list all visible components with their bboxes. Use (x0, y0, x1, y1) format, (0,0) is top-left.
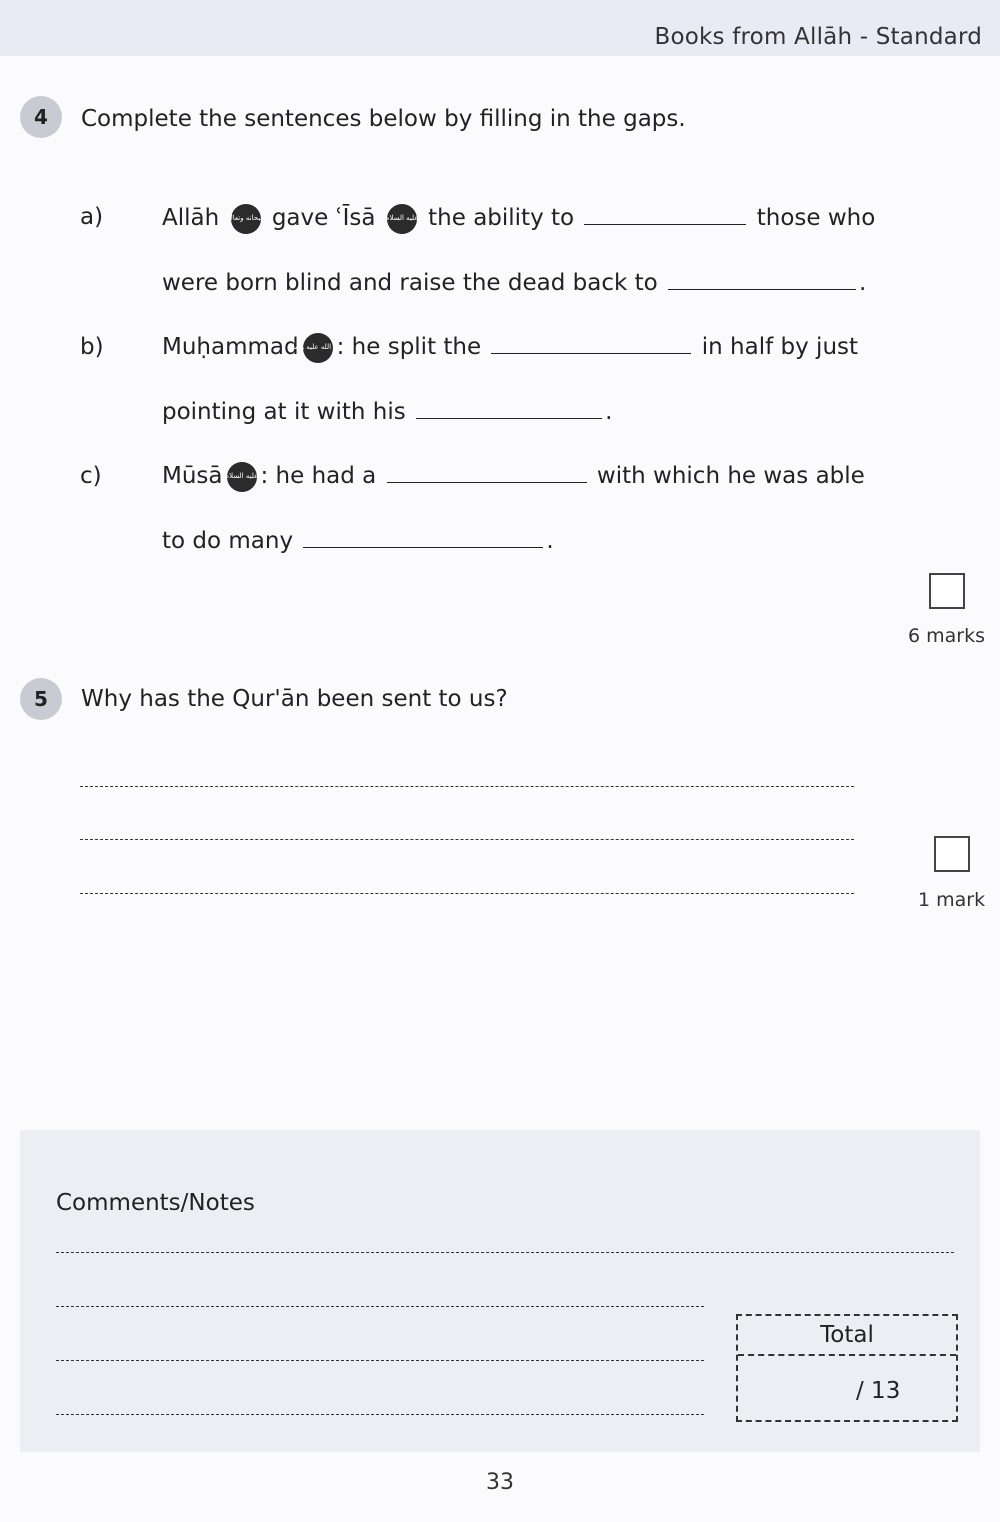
q4-a-end: . (859, 270, 867, 296)
q4-a-text-2: gave ʿĪsā (271, 205, 376, 231)
notes-line-2[interactable] (56, 1306, 704, 1307)
q4-part-a-line1 (162, 202, 875, 234)
page-header-title: Books from Allāh - Standard (654, 24, 982, 50)
question-5-number: 5 (20, 678, 62, 720)
q4-c-text-3: with which he was able (596, 463, 865, 489)
q4-b-text-3: in half by just (701, 334, 859, 360)
q4-b-text-2: : he split the (336, 334, 482, 360)
notes-line-1[interactable] (56, 1252, 954, 1253)
q4-part-a-line2 (162, 267, 866, 298)
notes-line-4[interactable] (56, 1414, 704, 1415)
q4-part-b-line1 (162, 331, 858, 363)
q4-a-blank-2[interactable] (668, 267, 856, 290)
q4-a-text-5: were born blind and raise the dead back to (162, 270, 658, 296)
q4-a-blank-1[interactable] (584, 202, 746, 225)
q4-b-text-1: Muḥammad (162, 334, 299, 360)
q4-c-end: . (546, 528, 554, 554)
q4-mark-box[interactable] (929, 573, 965, 609)
total-box (736, 1314, 958, 1422)
q4-b-blank-2[interactable] (416, 396, 602, 419)
question-4-number: 4 (20, 96, 62, 138)
q4-b-end: . (605, 399, 613, 425)
honorific-allah-icon: سبحانه وتعالى (231, 204, 261, 234)
total-label: Total (820, 1322, 874, 1348)
page-number: 33 (486, 1470, 514, 1495)
q5-answer-line-1[interactable] (80, 786, 854, 787)
question-4-prompt: Complete the sentences below by filling in the gaps. (81, 106, 686, 132)
honorific-prophet-icon: صلى الله عليه وسلم (303, 333, 333, 363)
notes-line-3[interactable] (56, 1360, 704, 1361)
q4-b-text-4: pointing at it with his (162, 399, 406, 425)
q4-part-b-label: b) (80, 334, 104, 360)
q4-a-text-4: those who (756, 205, 876, 231)
q4-part-b-line2 (162, 396, 612, 427)
q4-a-text-1: Allāh (162, 205, 220, 231)
notes-title: Comments/Notes (56, 1190, 255, 1216)
honorific-peace-icon: عليه السلام (227, 462, 257, 492)
q4-c-text-2: : he had a (260, 463, 377, 489)
total-divider (738, 1354, 956, 1356)
total-value[interactable]: / 13 (856, 1378, 901, 1404)
q4-part-c-line2 (162, 525, 554, 556)
q4-marks-label: 6 marks (908, 625, 985, 647)
q4-part-c-line1 (162, 460, 865, 492)
q5-marks-label: 1 mark (918, 889, 986, 911)
q4-b-blank-1[interactable] (491, 331, 691, 354)
q4-c-text-4: to do many (162, 528, 294, 554)
q4-c-text-1: Mūsā (162, 463, 223, 489)
q4-part-a-label: a) (80, 204, 104, 230)
q5-answer-line-2[interactable] (80, 839, 854, 840)
q4-c-blank-2[interactable] (303, 525, 543, 548)
q5-answer-line-3[interactable] (80, 893, 854, 894)
q4-a-text-3: the ability to (428, 205, 575, 231)
honorific-peace-icon: عليه السلام (387, 204, 417, 234)
q5-mark-box[interactable] (934, 836, 970, 872)
q4-part-c-label: c) (80, 463, 102, 489)
question-5-prompt: Why has the Qur'ān been sent to us? (81, 686, 508, 712)
q4-c-blank-1[interactable] (387, 460, 587, 483)
